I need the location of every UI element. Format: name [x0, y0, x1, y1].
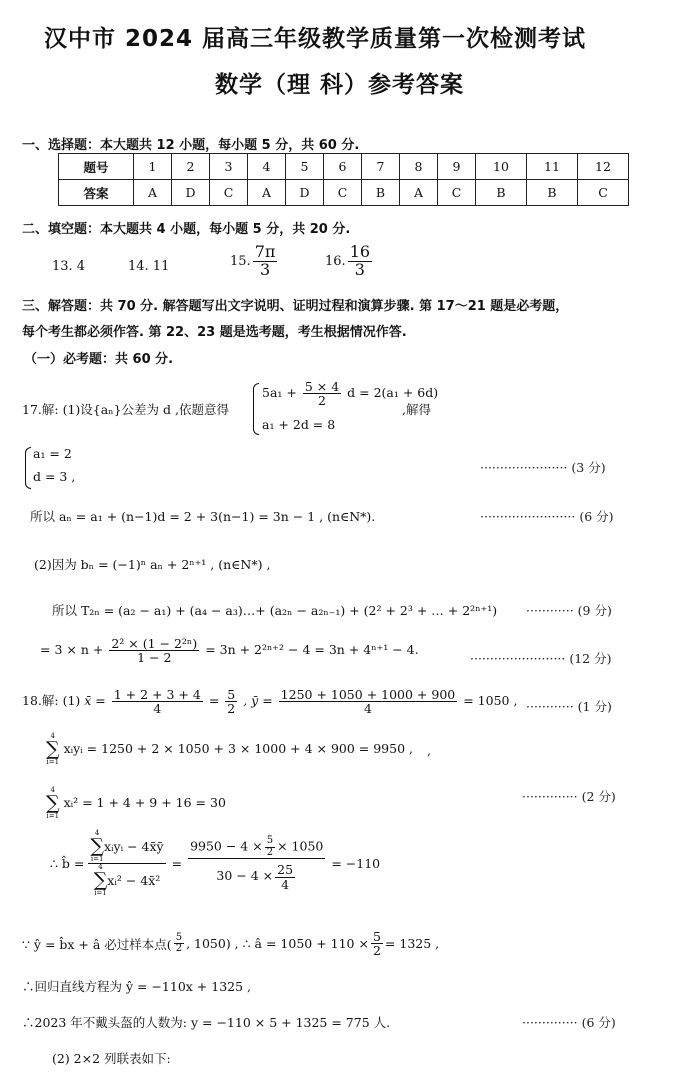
q18-bhat-frac-2: 2 [266, 846, 274, 858]
q18-part2: (2) 2×2 列联表如下: [52, 1051, 171, 1066]
answer-13: 13. 4 [52, 259, 86, 274]
answer-cell: B [527, 180, 578, 206]
sigma-symbol: ∑ [46, 792, 60, 814]
q18-ybar-den: 4 [363, 701, 372, 717]
answer-14: 14. 11 [128, 259, 170, 274]
answer-15 [230, 244, 279, 279]
sum-upper-limit: 4 [98, 863, 103, 871]
answer-cell: D [286, 180, 324, 206]
q18-a-hat-a: ∵ ŷ = b̂x + â 必过样本点( [22, 936, 172, 952]
q17-eq1-b: d = 2(a₁ + 6d) [347, 385, 439, 401]
answer-cell: C [324, 180, 362, 206]
row-label-question: 题号 [59, 154, 134, 180]
q18-intro: 18.解: (1) [22, 693, 81, 709]
q17-part2: (2)因为 bₙ = (−1)ⁿ aₙ + 2ⁿ⁺¹ , (n∈N*) , [34, 557, 271, 572]
question-number-cell: 12 [578, 154, 629, 180]
q17-sol2: d = 3 , [33, 469, 76, 484]
q18-xbar-den: 4 [153, 701, 162, 717]
q18-a-hat-end: = 1325 , [384, 936, 440, 952]
answer-15-label: 15. [230, 253, 251, 269]
section3-heading-cont: 每个考生都必须作答. 第 22、23 题是选考题，考生根据情况作答. [22, 325, 407, 340]
answer-cell: C [578, 180, 629, 206]
answer-cell: A [134, 180, 172, 206]
q18-bhat-den2-den: 4 [281, 876, 290, 892]
answer-cell: B [362, 180, 400, 206]
q17-final-den: 1 − 2 [137, 650, 172, 666]
q18-point-5: 5 [175, 931, 183, 943]
q18-point-2: 2 [175, 943, 183, 955]
question-number-cell: 4 [248, 154, 286, 180]
q18-score-2: ·············· (2 分) [522, 789, 616, 804]
q18-bhat-den2-a: 30 − 4 × [216, 868, 274, 884]
q18-sum-xy-text: xᵢyᵢ = 1250 + 2 × 1050 + 3 × 1000 + 4 × 900 = 9950 , [63, 741, 413, 756]
q17-solve: ,解得 [402, 402, 431, 417]
q17-eq1-a: 5a₁ + [262, 385, 297, 401]
answer-table [58, 153, 629, 206]
answer-16-label: 16. [325, 253, 346, 269]
q18-bhat-eq: = [171, 856, 183, 871]
q17-intro: 17.解: (1)设{aₙ}公差为 d ,依题意得 [22, 402, 229, 417]
section3-heading: 三、解答题：共 70 分. 解答题写出文字说明、证明过程和演算步骤. 第 17～21 题是必考题， [22, 299, 569, 314]
answer-cell: C [210, 180, 248, 206]
row-label-answer: 答案 [59, 180, 134, 206]
answer-cell: A [400, 180, 438, 206]
answer-cell: D [172, 180, 210, 206]
q18-regression-line: ∴回归直线方程为 ŷ = −110x + 1325 , [22, 979, 252, 994]
question-number-cell: 11 [527, 154, 578, 180]
question-number-cell: 5 [286, 154, 324, 180]
q18-bhat-num2-b: × 1050 [277, 838, 324, 854]
question-number-cell: 8 [400, 154, 438, 180]
sum-upper-limit: 4 [50, 732, 56, 740]
sigma-symbol: ∑ [90, 835, 104, 857]
answer-16-den: 3 [354, 259, 365, 279]
q18-bhat-den: xᵢ² − 4x̄² [107, 872, 161, 888]
q17-eq2: a₁ + 2d = 8 [262, 417, 336, 432]
answer-cell: A [248, 180, 286, 206]
q18-bhat-val: = −110 [331, 856, 381, 871]
question-number-cell: 7 [362, 154, 400, 180]
q17-score-12: ························ (12 分) [470, 651, 612, 666]
page-title: 汉中市 2024 届高三年级教学质量第一次检测考试 [44, 26, 587, 52]
q18-bhat-label: ∴ b̂ = [50, 856, 85, 871]
q17-an-line: 所以 aₙ = a₁ + (n−1)d = 2 + 3(n−1) = 3n − 1 , (n∈N*). [30, 509, 376, 524]
question-number-cell: 2 [172, 154, 210, 180]
q18-bhat-num2-a: 9950 − 4 × [190, 838, 263, 854]
sigma-symbol: ∑ [93, 869, 108, 891]
q18-sum-xy [46, 733, 413, 766]
question-number-cell: 1 [134, 154, 172, 180]
q17-t2n: 所以 T₂ₙ = (a₂ − a₁) + (a₄ − a₃)…+ (a₂ₙ − a₂ₙ₋₁) + (2² + 2³ + … + 2²ⁿ⁺¹) [52, 603, 498, 618]
sum-lower-limit: i=1 [46, 758, 60, 766]
question-number-cell: 6 [324, 154, 362, 180]
answer-15-num: 7π [254, 242, 276, 261]
q18-a-hat-line [22, 930, 439, 957]
q18-xbar-eq: = [208, 693, 220, 709]
q18-sum-x2 [46, 787, 226, 820]
q18-bhat-frac-5: 5 [266, 835, 274, 847]
q18-sum-x2-text: xᵢ² = 1 + 4 + 9 + 16 = 30 [63, 795, 226, 810]
sigma-symbol: ∑ [46, 738, 60, 760]
q17-score-3: ······················ (3 分) [480, 460, 606, 475]
section1-heading: 一、选择题：本大题共 12 小题，每小题 5 分，共 60 分. [22, 138, 360, 153]
q18-xbar-num: 1 + 2 + 3 + 4 [113, 687, 201, 702]
q17-sol1: a₁ = 2 [33, 446, 72, 461]
answer-16-num: 16 [349, 242, 371, 261]
q18-stray-comma: , [427, 743, 431, 758]
q17-eq1-num: 5 × 4 [304, 379, 340, 394]
section2-heading: 二、填空题：本大题共 4 小题，每小题 5 分，共 20 分. [22, 222, 351, 237]
sum-lower-limit: i=1 [90, 855, 104, 863]
q18-xbar-val-den: 2 [227, 701, 236, 717]
answer-cell: C [438, 180, 476, 206]
q18-bhat [50, 830, 380, 897]
q18-xbar-label: x̄ = [84, 693, 106, 709]
question-number-cell: 3 [210, 154, 248, 180]
q18-a-5: 5 [372, 929, 381, 944]
q18-score-6: ·············· (6 分) [522, 1015, 616, 1030]
answer-16 [325, 244, 374, 279]
q17-system-brace [253, 383, 259, 435]
q17-final-a: = 3 × n + [40, 642, 104, 658]
table-row-answers [59, 180, 629, 206]
q18-bhat-num: xᵢyᵢ − 4x̄ȳ [103, 838, 164, 854]
sum-upper-limit: 4 [94, 829, 100, 837]
sum-upper-limit: 4 [50, 786, 56, 794]
section3-sub: （一）必考题：共 60 分. [24, 352, 174, 367]
q18-bhat-den2-num: 25 [277, 862, 294, 878]
q18-a-2: 2 [372, 943, 381, 959]
question-number-cell: 9 [438, 154, 476, 180]
q18-2023-line: ∴2023 年不戴头盔的人数为: y = −110 × 5 + 1325 = 775 人. [22, 1015, 391, 1030]
q18-ybar-label: , ȳ = [243, 693, 273, 709]
q17-eq1-den: 2 [318, 393, 326, 409]
q18-means [22, 688, 517, 715]
q18-a-hat-b: , 1050) , ∴ â = 1050 + 110 × [186, 936, 369, 952]
q18-score-1: ············ (1 分) [526, 699, 612, 714]
q17-score-9: ············ (9 分) [526, 603, 612, 618]
table-row-questions [59, 154, 629, 180]
q17-final-b: = 3n + 2²ⁿ⁺² − 4 = 3n + 4ⁿ⁺¹ − 4. [205, 642, 419, 658]
q17-solution-brace [25, 447, 31, 489]
q17-final-num: 2² × (1 − 2²ⁿ) [111, 636, 198, 651]
sum-lower-limit: i=1 [94, 889, 107, 897]
page-subtitle: 数学（理 科）参考答案 [215, 72, 465, 98]
q18-ybar-num: 1250 + 1050 + 1000 + 900 [280, 687, 456, 702]
sum-lower-limit: i=1 [46, 812, 60, 820]
q17-final [40, 637, 419, 664]
q17-score-6: ························ (6 分) [480, 509, 614, 524]
answer-cell: B [476, 180, 527, 206]
answer-15-den: 3 [259, 259, 271, 279]
question-number-cell: 10 [476, 154, 527, 180]
q18-xbar-val-num: 5 [227, 687, 236, 702]
q18-ybar-val: = 1050 , [463, 693, 518, 709]
